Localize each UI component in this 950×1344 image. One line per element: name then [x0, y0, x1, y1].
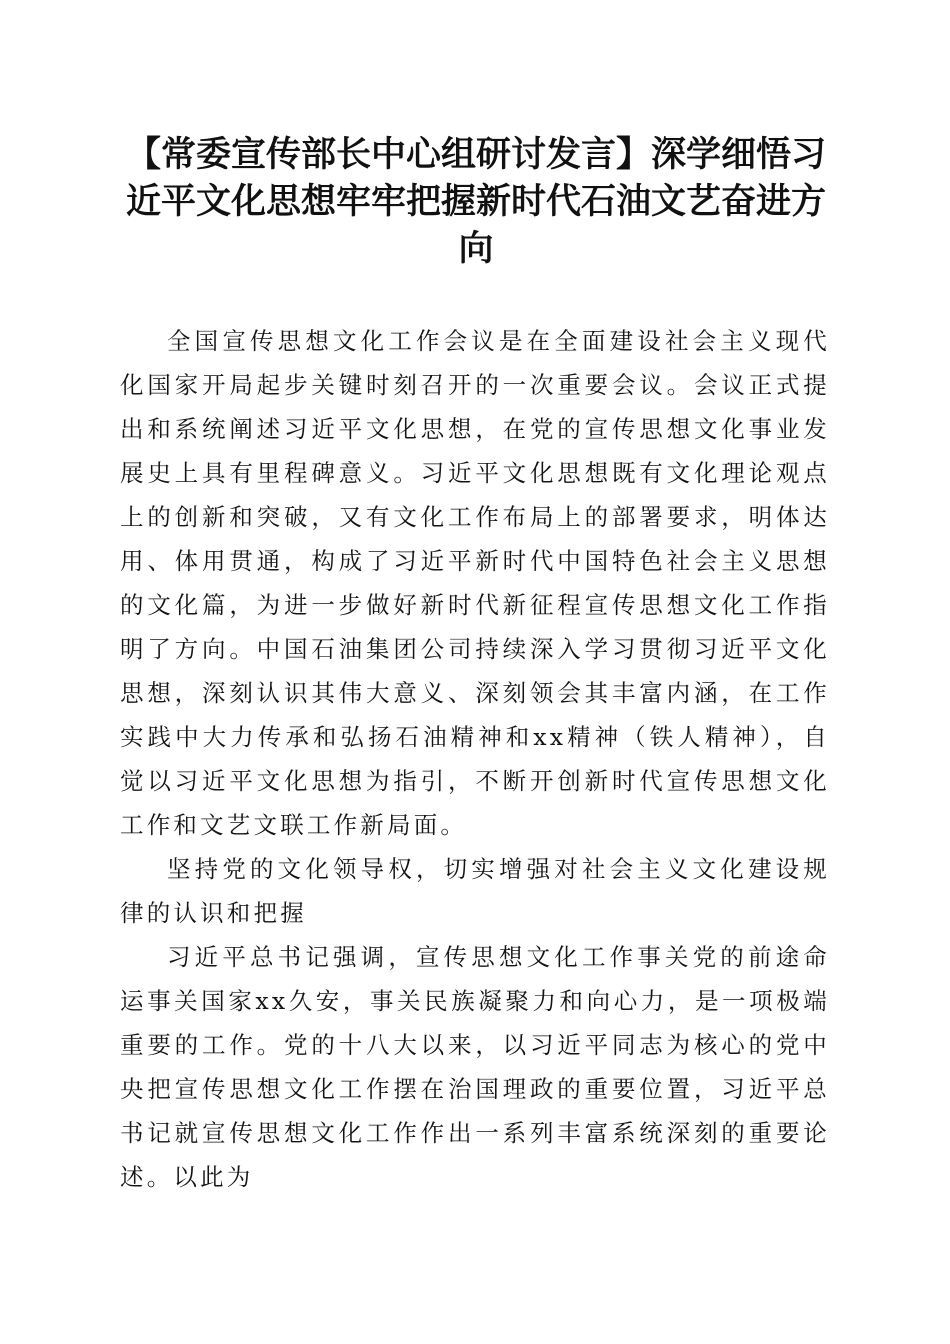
document-title: 【常委宣传部长中心组研讨发言】深学细悟习近平文化思想牢牢把握新时代石油文艺奋进方向	[125, 135, 826, 269]
body-paragraph-1: 全国宣传思想文化工作会议是在全面建设社会主义现代化国家开局起步关键时刻召开的一次重要会议。会议正式提出和系统阐述习近平文化思想，在党的宣传思想文化事业发展史上具有里程碑意义。习近平文化思想既有文化理论观点上的创新和突破，又有文化工作布局上的部署要求，明体达用、体用贯通，构成了习近平新时代中国特色社会主义思想的文化篇，为进一步做好新时代新征程宣传思想文化工作指明了方向。中国石油集团公司持续深入学习贯彻习近平文化思想，深刻认识其伟大意义、深刻领会其丰富内涵，在工作实践中大力传承和弘扬石油精神和xx精神（铁人精神），自觉以习近平文化思想为指引，不断开创新时代宣传思想文化工作和文艺文联工作新局面。	[120, 327, 830, 839]
document-body	[120, 319, 830, 1199]
body-paragraph-2: 习近平总书记强调，宣传思想文化工作事关党的前途命运事关国家xx久安，事关民族凝聚力和向心力，是一项极端重要的工作。党的十八大以来，以习近平同志为核心的党中央把宣传思想文化工作摆在治国理政的重要位置，习近平总书记就宣传思想文化工作作出一系列丰富系统深刻的重要论述。以此为	[120, 943, 830, 1191]
section-heading: 坚持党的文化领导权，切实增强对社会主义文化建设规律的认识和把握	[120, 855, 830, 927]
